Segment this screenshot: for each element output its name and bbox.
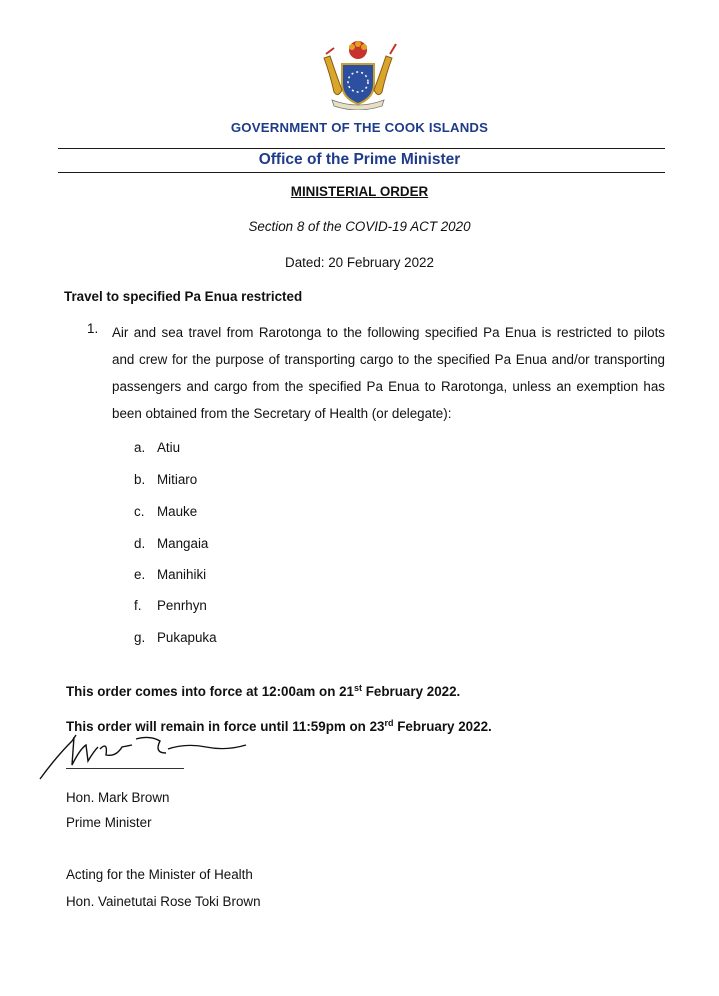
order-date: Dated: 20 February 2022 (285, 255, 434, 270)
list-item-name: Mitiaro (157, 472, 198, 487)
list-item-name: Mauke (157, 504, 198, 519)
government-name: GOVERNMENT OF THE COOK ISLANDS (230, 120, 489, 135)
section-reference: Section 8 of the COVID-19 ACT 2020 (248, 219, 471, 234)
list-item-letter: d. (134, 536, 146, 551)
list-item-name: Atiu (157, 440, 181, 455)
list-item-name: Pukapuka (157, 630, 217, 645)
expiry-month: February 2022. (393, 719, 492, 734)
list-item-name: Manihiki (157, 567, 207, 582)
coat-of-arms-icon (312, 38, 404, 110)
commencement-line (66, 684, 460, 699)
commencement-text: This order comes into force at 12:00am on 21 (66, 684, 354, 699)
order-heading: Travel to specified Pa Enua restricted (64, 289, 303, 304)
paragraph-text: Air and sea travel from Rarotonga to the following specified Pa Enua is restricted to pilots and crew for the purpose of transporting cargo to the specified Pa Enua and/or transporting passengers and cargo from the specified Pa Enua to Rarotonga, unless an exemption has been obtained from the Secretary of Health (or delegate): (112, 325, 665, 421)
commencement-month: February 2022. (362, 684, 461, 699)
list-item-letter: g. (134, 630, 146, 645)
list-item-letter: b. (134, 472, 146, 487)
office-name: Office of the Prime Minister (258, 151, 461, 168)
signatory-title: Prime Minister (66, 815, 152, 830)
ordinal-suffix: rd (384, 718, 394, 728)
list-item-letter: c. (134, 504, 145, 519)
list-item-letter: a. (134, 440, 146, 455)
list-item-name: Penrhyn (157, 598, 207, 613)
acting-name: Hon. Vainetutai Rose Toki Brown (66, 894, 261, 909)
expiry-text: This order will remain in force until 11:59pm on 23 (66, 719, 385, 734)
list-item-letter: e. (134, 567, 146, 582)
paragraph-number: 1. (87, 321, 99, 336)
ordinal-suffix: st (354, 683, 363, 693)
signature-line (66, 768, 184, 769)
acting-line: Acting for the Minister of Health (66, 867, 253, 882)
list-item-name: Mangaia (157, 536, 209, 551)
signatory-name: Hon. Mark Brown (66, 790, 170, 805)
order-title: MINISTERIAL ORDER (290, 184, 429, 199)
list-item-letter: f. (134, 598, 142, 613)
header-rule-top (58, 148, 665, 149)
header-rule-bottom (58, 172, 665, 173)
signature-icon (36, 727, 258, 785)
